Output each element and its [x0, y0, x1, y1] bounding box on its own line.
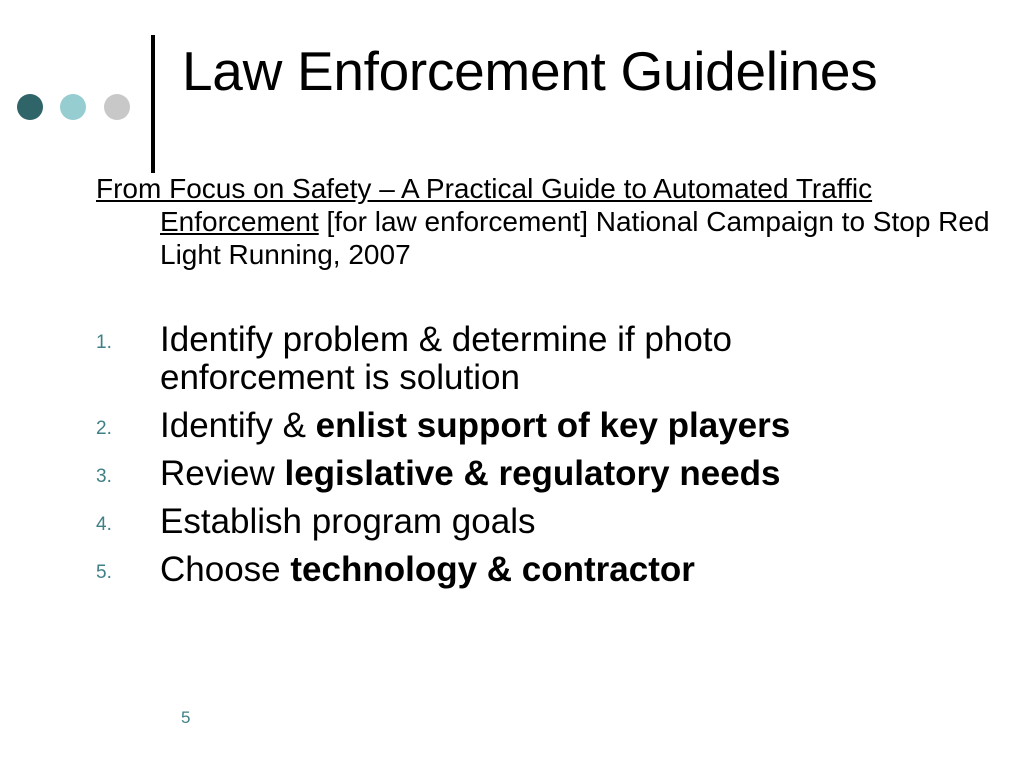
decorative-dot-light-teal	[60, 94, 86, 120]
list-item-text: Establish program goals	[160, 502, 536, 541]
source-title-underlined: From Focus on Safety – A Practical Guide to Automated Traffic Enforcement	[96, 173, 873, 237]
list-item	[96, 455, 936, 493]
list-item-emphasis: legislative & regulatory needs	[284, 454, 781, 493]
source-details: [for law enforcement] National Campaign to Stop Red Light Running, 2007	[160, 206, 990, 270]
list-item-text: Identify problem & determine if photo enforcement is solution	[160, 320, 732, 397]
list-item-text: Review	[160, 454, 285, 493]
title-vertical-rule	[151, 35, 155, 173]
guidelines-list	[96, 321, 936, 599]
list-item-number: 3.	[96, 466, 112, 487]
list-item-text: Choose	[160, 550, 291, 589]
decorative-dot-dark	[17, 94, 43, 120]
list-item-number: 4.	[96, 514, 112, 535]
list-item	[96, 407, 936, 445]
list-item-emphasis: enlist support of key players	[315, 406, 791, 445]
list-item	[96, 321, 936, 397]
list-item-text: Identify &	[160, 406, 316, 445]
list-item	[96, 551, 936, 589]
slide-title: Law Enforcement Guidelines	[182, 40, 878, 102]
list-item-number: 5.	[96, 562, 112, 583]
page-number: 5	[181, 708, 191, 727]
list-item	[96, 503, 936, 541]
list-item-number: 2.	[96, 418, 112, 439]
decorative-dot-gray	[104, 94, 130, 120]
list-item-emphasis: technology & contractor	[290, 550, 695, 589]
list-item-number: 1.	[96, 332, 112, 353]
source-citation	[96, 172, 1020, 271]
